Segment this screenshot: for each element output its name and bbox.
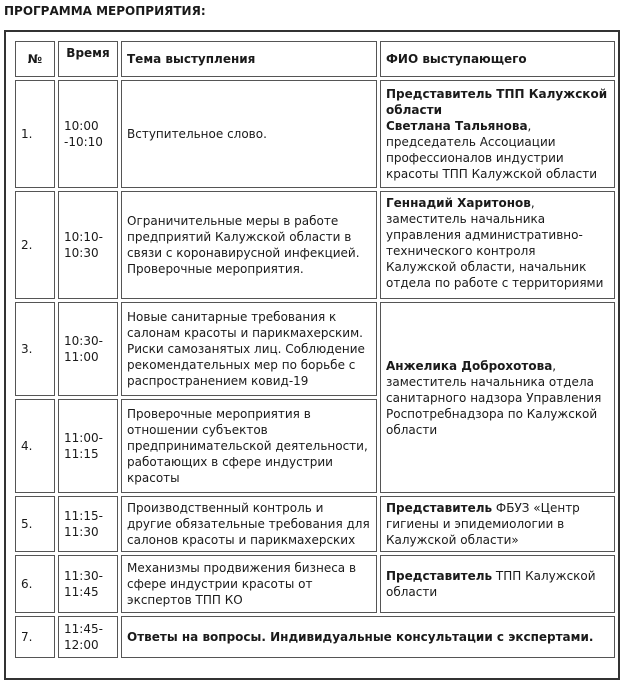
row-time: 11:00- 11:15 [58,399,118,493]
row-topic: Новые санитарные требования к салонам красоты и парикмахерским. Риски самозанятых лиц. Соблюдение рекомендательных мер по борьбе с распространением ковид-19 [121,302,377,396]
table-row [15,555,615,613]
table-header-row [15,41,615,77]
table-row [15,302,615,396]
table-row [15,616,615,658]
table-row [15,496,615,552]
speaker-position: , председатель Ассоциации профессионалов индустрии красоты ТПП Калужской области [386,119,598,181]
speaker-org: Представитель ТПП Калужской области [386,87,608,117]
row-num: 5. [15,496,55,552]
col-header-time: Время [58,41,118,77]
row-topic: Вступительное слово. [121,80,377,188]
row-time: 11:45- 12:00 [58,616,118,658]
row-num: 7. [15,616,55,658]
row-time: 10:30- 11:00 [58,302,118,396]
speaker-title: Представитель [386,569,493,583]
row-num: 1. [15,80,55,188]
speaker-org: ТПП Калужской области [386,569,596,599]
program-heading: ПРОГРАММА МЕРОПРИЯТИЯ: [4,4,206,18]
row-num: 3. [15,302,55,396]
speaker-name: Светлана Тальянова [386,119,528,133]
col-header-topic: Тема выступления [121,41,377,77]
row-speaker [380,191,615,299]
row-topic-text: Ответы на вопросы. Индивидуальные консультации с экспертами. [127,630,594,644]
speaker-name: Анжелика Доброхотова [386,358,553,373]
row-time: 10:00 -10:10 [58,80,118,188]
row-num: 6. [15,555,55,613]
table-row [15,80,615,188]
speaker-name: Геннадий Харитонов [386,196,531,210]
row-speaker [380,302,615,493]
speaker-position: , заместитель начальника отдела санитарного надзора Управления Роспотребнадзора по Калужской области [386,358,602,437]
speaker-org: ФБУЗ «Центр гигиены и эпидемиологии в Калужской области» [386,501,580,547]
row-topic: Производственный контроль и другие обязательные требования для салонов красоты и парикмахерских [121,496,377,552]
speaker-title: Представитель [386,501,493,515]
row-topic: Проверочные мероприятия в отношении субъектов предпринимательской деятельности, работающих в сфере индустрии красоты [121,399,377,493]
col-header-speaker: ФИО выступающего [380,41,615,77]
row-speaker [380,80,615,188]
row-speaker [380,496,615,552]
table-row [15,191,615,299]
row-time: 11:15- 11:30 [58,496,118,552]
row-topic [121,616,615,658]
row-topic: Механизмы продвижения бизнеса в сфере индустрии красоты от экспертов ТПП КО [121,555,377,613]
row-speaker [380,555,615,613]
row-num: 2. [15,191,55,299]
col-header-num: № [15,41,55,77]
row-time: 11:30- 11:45 [58,555,118,613]
row-time: 10:10- 10:30 [58,191,118,299]
program-table [12,38,618,661]
row-num: 4. [15,399,55,493]
speaker-position: , заместитель начальника управления административно-технического контроля Калужской области, начальник отдела по работе с территориями [386,196,604,290]
row-topic: Ограничительные меры в работе предприятий Калужской области в связи с коронавирусной инфекцией. Проверочные мероприятия. [121,191,377,299]
